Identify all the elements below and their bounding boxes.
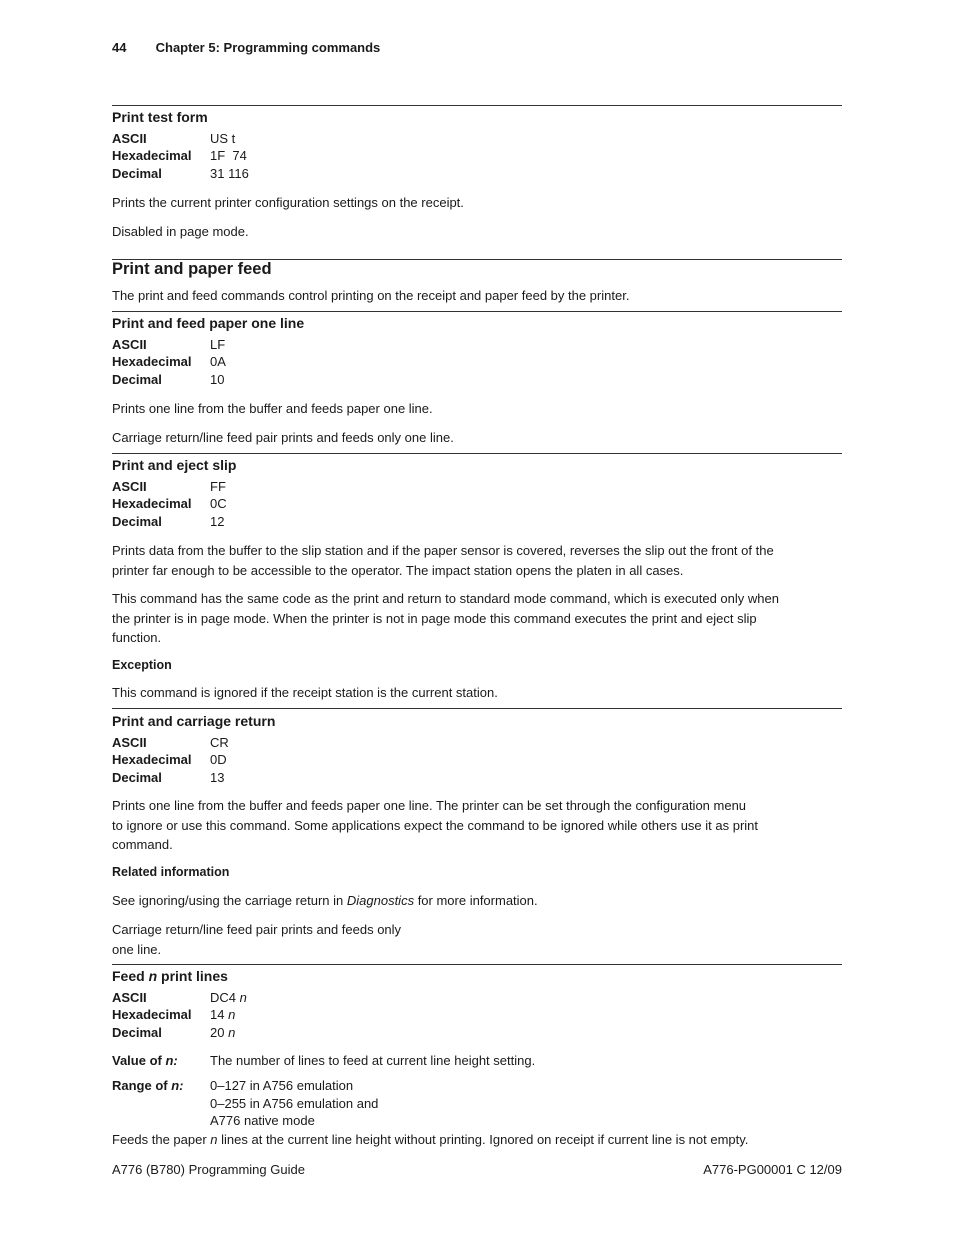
section-divider: [112, 311, 842, 312]
ascii-value: FF: [210, 478, 226, 494]
paragraph: [112, 589, 842, 648]
code-table: [112, 734, 275, 787]
decimal-label: Decimal: [112, 165, 162, 181]
chapter-title: Chapter 5: Programming commands: [155, 40, 381, 55]
ascii-value: [210, 989, 247, 1007]
range-line: 0–127 in A756 emulation: [210, 1078, 354, 1093]
text-run: See ignoring/using the carriage return in: [112, 893, 347, 908]
title-text: print lines: [157, 968, 228, 984]
decimal-label: Decimal: [112, 513, 162, 529]
text-run: for more information.: [414, 893, 538, 908]
ascii-label: ASCII: [112, 130, 147, 146]
footer-document-id: A776-PG00001 C 12/09: [703, 1162, 842, 1177]
paragraph-line: Prints data from the buffer to the slip station and if the paper sensor is covered, reverses the slip out the front of the: [112, 543, 774, 558]
section-feed-one-line: [112, 314, 304, 388]
ascii-value: US t: [210, 130, 236, 146]
paragraph-line: printer far enough to be accessible to the operator. The impact station opens the platen in all cases.: [112, 562, 684, 578]
section-title: Print and eject slip: [112, 457, 237, 473]
decimal-value: 10: [210, 371, 225, 387]
variable-n: n: [228, 1024, 236, 1040]
title-text: Feed: [112, 968, 149, 984]
section-intro: The print and feed commands control printing on the receipt and paper feed by the printer.: [112, 288, 630, 303]
paragraph: Prints one line from the buffer and feeds paper one line.: [112, 401, 433, 416]
section-divider: [112, 964, 842, 965]
section-title: Print and carriage return: [112, 713, 276, 729]
paragraph-line: command.: [112, 837, 173, 852]
title-variable: n: [148, 968, 158, 984]
page-header: [112, 38, 380, 58]
code-text: 14: [210, 1007, 229, 1022]
paragraph: Carriage return/line feed pair prints and feeds only one line.: [112, 430, 454, 445]
text-run: Feeds the paper: [112, 1132, 211, 1147]
range-line: A776 native mode: [210, 1113, 315, 1128]
exception-heading: Exception: [112, 658, 172, 672]
section-carriage-return: [112, 712, 275, 786]
range-values: [210, 1077, 378, 1130]
paragraph-line: the printer is in page mode. When the printer is not in page mode this command executes the print and eject slip: [112, 610, 757, 626]
paragraph: [112, 541, 842, 580]
range-label: [112, 1077, 210, 1130]
hex-value: 0A: [210, 354, 226, 369]
paragraph: [112, 796, 842, 855]
diagnostics-reference: Diagnostics: [346, 893, 415, 908]
ascii-label: ASCII: [112, 989, 147, 1005]
ascii-value: LF: [210, 336, 226, 352]
paragraph-line: Prints one line from the buffer and feeds paper one line. The printer can be set through the configuration menu: [112, 798, 747, 813]
variable-n: n: [239, 989, 247, 1005]
footer-guide-title: A776 (B780) Programming Guide: [112, 1162, 305, 1177]
code-table: [112, 478, 236, 531]
label-text: Value of: [112, 1053, 166, 1068]
hex-label: Hexadecimal: [112, 496, 192, 511]
decimal-value: 12: [210, 513, 225, 529]
decimal-label: Decimal: [112, 371, 162, 387]
ascii-value: CR: [210, 734, 229, 750]
hex-label: Hexadecimal: [112, 148, 192, 163]
paragraph-line: one line.: [112, 941, 162, 957]
range-of-n-row: [112, 1077, 378, 1130]
text-run: lines at the current line height without printing. Ignored on receipt if current line is not empty.: [217, 1132, 749, 1147]
paragraph: Disabled in page mode.: [112, 224, 249, 239]
section-divider: [112, 105, 842, 106]
paragraph: [112, 1130, 748, 1150]
value-label: [112, 1051, 210, 1071]
code-text: 20: [210, 1024, 229, 1040]
section-feed-n-lines: [112, 967, 247, 1041]
paragraph: Prints the current printer configuration settings on the receipt.: [112, 195, 464, 210]
hex-value: 0C: [210, 496, 227, 511]
related-info-heading: Related information: [112, 865, 230, 879]
section-title: [112, 967, 247, 987]
paragraph-line: to ignore or use this command. Some applications expect the command to be ignored while others use it as print: [112, 817, 759, 833]
label-variable: n:: [165, 1053, 178, 1068]
code-table: [112, 130, 249, 183]
decimal-label: Decimal: [112, 769, 162, 785]
section-divider: [112, 708, 842, 709]
hex-value: [210, 1006, 235, 1024]
decimal-value: 13: [210, 769, 225, 785]
paragraph: This command is ignored if the receipt station is the current station.: [112, 685, 498, 700]
section-eject-slip: [112, 456, 236, 530]
ascii-label: ASCII: [112, 336, 147, 352]
variable-n: n: [210, 1132, 218, 1147]
page-number: 44: [112, 40, 127, 55]
section-title: Print test form: [112, 109, 208, 125]
major-section-title: Print and paper feed: [112, 260, 272, 278]
ascii-label: ASCII: [112, 478, 147, 494]
hex-value: 0D: [210, 752, 227, 767]
paragraph: [112, 920, 401, 959]
paragraph: [112, 891, 538, 911]
decimal-value: 31 116: [210, 165, 249, 181]
paragraph-line: function.: [112, 630, 162, 645]
hex-label: Hexadecimal: [112, 752, 192, 767]
decimal-value: [210, 1024, 235, 1042]
hex-label: Hexadecimal: [112, 1007, 192, 1022]
ascii-label: ASCII: [112, 734, 147, 750]
code-text: DC4: [210, 989, 240, 1005]
paragraph-line: Carriage return/line feed pair prints and feeds only: [112, 922, 402, 937]
hex-value: 1F 74: [210, 148, 247, 163]
range-line: 0–255 in A756 emulation and: [210, 1095, 379, 1111]
code-table: [112, 989, 247, 1042]
variable-n: n: [228, 1007, 236, 1022]
paragraph-line: This command has the same code as the print and return to standard mode command, which is executed only when: [112, 591, 779, 606]
section-print-test-form: [112, 108, 249, 182]
section-title: Print and feed paper one line: [112, 315, 305, 331]
label-variable: n:: [171, 1078, 184, 1093]
code-table: [112, 336, 304, 389]
value-of-n-row: [112, 1051, 535, 1071]
section-divider: [112, 453, 842, 454]
value-text: The number of lines to feed at current line height setting.: [210, 1053, 536, 1068]
decimal-label: Decimal: [112, 1024, 162, 1040]
hex-label: Hexadecimal: [112, 354, 192, 369]
label-text: Range of: [112, 1078, 172, 1093]
